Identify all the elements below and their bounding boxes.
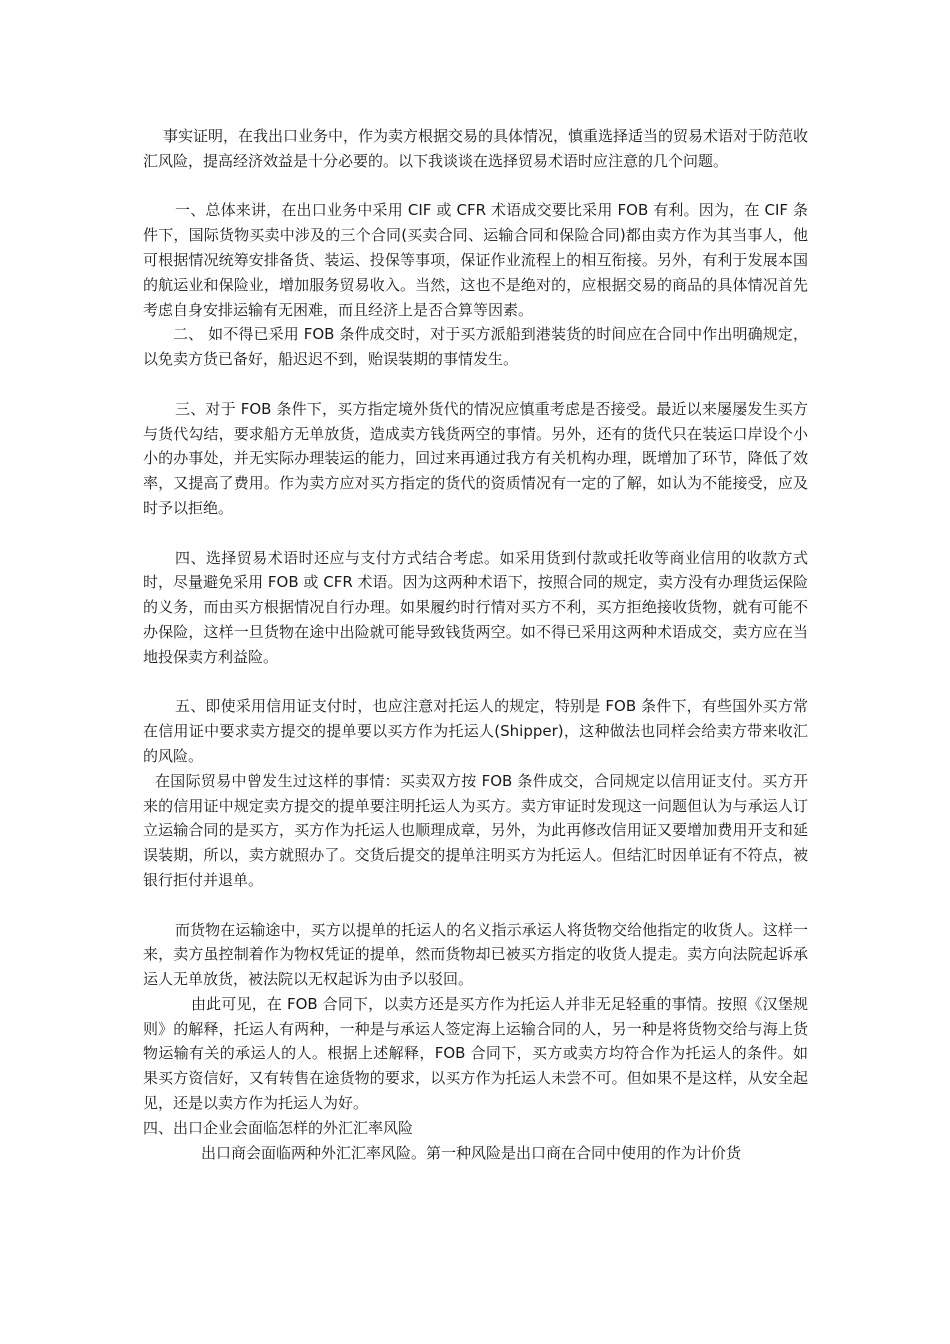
point-one-paragraph: 一、总体来讲，在出口业务中采用 CIF 或 CFR 术语成交要比采用 FOB 有利。因为，在 CIF 条件下，国际货物买卖中涉及的三个合同(买卖合同、运输合同和保险合同)都由卖方作为其当事人，他可根据情况统筹安排备货、装运、投保等事项，保证作业流程上的相互衔接。另外，有利于发展本国的航运业和保险业，增加服务贸易收入。当然，这也不是绝对的，应根据交易的商品的具体情况首先考虑自身安排运输有无困难，而且经济上是否合算等因素。 <box>143 201 808 319</box>
intro-paragraph: 事实证明，在我出口业务中，作为卖方根据交易的具体情况，慎重选择适当的贸易术语对于防范收汇风险，提高经济效益是十分必要的。以下我谈谈在选择贸易术语时应注意的几个问题。 <box>143 127 809 170</box>
paragraph-gap <box>143 372 808 397</box>
point-two-paragraph: 二、 如不得已采用 FOB 条件成交时，对于买方派船到港装货的时间应在合同中作出明确规定，以免卖方货已备好，船迟迟不到，贻误装期的事情发生。 <box>143 325 808 369</box>
paragraph-gap <box>143 893 808 918</box>
document-body <box>143 124 808 1165</box>
paragraph-gap <box>143 670 808 695</box>
conclusion-paragraph: 由此可见，在 FOB 合同下，以卖方还是买方作为托运人并非无足轻重的事情。按照《汉堡规则》的解释，托运人有两种，一种是与承运人签定海上运输合同的人，另一种是将货物交给与海上货物运输有关的承运人的人。根据上述解释，FOB 合同下，买方或卖方均符合作为托运人的条件。如果买方资信好，又有转售在途货物的要求，以买方作为托运人未尝不可。但如果不是这样，从安全起见，还是以卖方作为托运人为好。 <box>143 994 808 1113</box>
point-five-paragraph: 五、即使采用信用证支付时，也应注意对托运人的规定，特别是 FOB 条件下，有些国外买方常在信用证中要求卖方提交的提单要以买方作为托运人(Shipper)，这种做法也同样会给卖方带来收汇的风险。 <box>143 697 808 765</box>
exchange-risk-paragraph: 出口商会面临两种外汇汇率风险。第一种风险是出口商在合同中使用的作为计价货 <box>201 1143 742 1162</box>
section-heading: 四、出口企业会面临怎样的外汇汇率风险 <box>143 1118 414 1137</box>
case-outcome-paragraph: 而货物在运输途中，买方以提单的托运人的名义指示承运人将货物交给他指定的收货人。这样一来，卖方虽控制着作为物权凭证的提单，然而货物却已被买方指定的收货人提走。卖方向法院起诉承运人无单放货，被法院以无权起诉为由予以驳回。 <box>143 920 808 989</box>
paragraph-gap <box>143 521 808 546</box>
case-paragraph: 在国际贸易中曾发生过这样的事情：买卖双方按 FOB 条件成交，合同规定以信用证支付。买方开来的信用证中规定卖方提交的提单要注明托运人为买方。卖方审证时发现这一问题但认为与承运人订立运输合同的是买方，买方作为托运人也顺理成章，另外，为此再修改信用证又要增加费用开支和延误装期，所以，卖方就照办了。交货后提交的提单注明买方为托运人。但结汇时因单证有不符点，被银行拒付并退单。 <box>143 771 808 889</box>
paragraph-gap <box>143 174 808 199</box>
point-three-paragraph: 三、对于 FOB 条件下，买方指定境外货代的情况应慎重考虑是否接受。最近以来屡屡发生买方与货代勾结，要求船方无单放货，造成卖方钱货两空的事情。另外，还有的货代只在装运口岸设个小小的办事处，并无实际办理装运的能力，回过来再通过我方有关机构办理，既增加了环节，降低了效率，又提高了费用。作为卖方应对买方指定的货代的资质情况有一定的了解，如认为不能接受，应及时予以拒绝。 <box>143 399 808 517</box>
point-four-paragraph: 四、选择贸易术语时还应与支付方式结合考虑。如采用货到付款或托收等商业信用的收款方式时，尽量避免采用 FOB 或 CFR 术语。因为这两种术语下，按照合同的规定，卖方没有办理货运保险的义务，而由买方根据情况自行办理。如果履约时行情对买方不利，买方拒绝接收货物，就有可能不办保险，这样一旦货物在途中出险就可能导致钱货两空。如不得已采用这两种术语成交，卖方应在当地投保卖方利益险。 <box>143 548 808 666</box>
